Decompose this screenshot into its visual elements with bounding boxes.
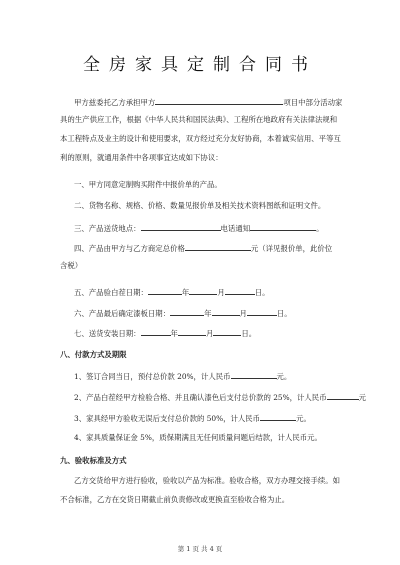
amount-blank: [231, 370, 277, 379]
clause-text: 四、产品由甲方与乙方商定总价格: [74, 244, 185, 253]
payment-text: 元。: [296, 414, 311, 423]
project-name-blank: [155, 96, 283, 105]
section-9-heading: 九、验收标准及方式: [60, 456, 127, 465]
year-label: 年: [204, 309, 212, 318]
month-label: 月: [239, 309, 247, 318]
page-number: 第 1 页 共 4 页: [177, 545, 223, 553]
day-label: 日。: [254, 288, 270, 297]
clause-5: [74, 286, 374, 298]
amount-blank: [327, 391, 359, 400]
clause-text: 。: [316, 224, 324, 233]
clause-4: [74, 242, 374, 254]
payment-4: 4、家具质量保证金 5%，质保期满且无任何质量问题后结款，计人民币元。: [74, 433, 322, 442]
clause-text: 五、产品验白茬日期：: [74, 288, 148, 297]
clause-text: 电话通知: [220, 224, 251, 233]
day-blank: [213, 327, 241, 336]
payment-text: 1、签订合同当日，预付总价款 20%，计人民币: [74, 372, 231, 381]
clause-7: [74, 327, 374, 339]
day-label: 日。: [276, 309, 292, 318]
month-blank: [189, 286, 217, 295]
month-label: 月: [217, 288, 225, 297]
month-blank: [178, 327, 206, 336]
year-label: 年: [181, 288, 190, 297]
clause-2: 二、货物名称、规格、价格、数量见报价单及相关技术资料图纸和证明文件。: [74, 201, 326, 210]
delivery-address-blank: [141, 222, 221, 231]
document-title: 全房家具定制合同书: [83, 55, 317, 75]
day-label: 日。: [241, 329, 257, 338]
acceptance-line-1: 乙方交货给甲方进行验收，验收以产品为标准。验收合格，双方办理交接手续。如: [74, 476, 341, 485]
intro-line-1: [74, 96, 374, 108]
clause-text: 三、产品送货地点：: [74, 224, 141, 233]
clause-text: 元（详见报价单，此价位: [250, 244, 333, 253]
clause-3: [74, 222, 374, 234]
intro-line-4: 利的原则，就通用条件中各项事宜达成如下协议：: [60, 153, 223, 162]
payment-3: [74, 412, 374, 424]
year-label: 年: [170, 329, 178, 338]
intro-text: 项目中部分活动家: [283, 98, 343, 107]
phone-blank: [250, 222, 316, 231]
payment-2: [74, 391, 374, 403]
month-blank: [212, 307, 240, 316]
month-label: 月: [205, 329, 214, 338]
year-blank: [170, 307, 204, 316]
payment-text: 元: [358, 393, 366, 402]
day-blank: [247, 307, 277, 316]
payment-text: 3、家具经甲方验收无误后支付总价款的 50%，计人民币: [74, 414, 261, 423]
clause-text: 七、送货安装日期：: [74, 329, 141, 338]
payment-1: [74, 370, 374, 382]
total-price-blank: [185, 242, 251, 251]
day-blank: [225, 286, 255, 295]
intro-line-3: 本工程特点及业主的设计和使用要求，双方经过充分友好协商，本着诚实信用、平等互: [60, 134, 341, 143]
year-blank: [141, 327, 171, 336]
payment-text: 元。: [276, 372, 292, 381]
amount-blank: [260, 412, 296, 421]
clause-4-cont: 含税）: [60, 261, 83, 270]
acceptance-line-2: 不合标准，乙方在交货日期截止前负责修改或更换直至验收合格为止。: [60, 495, 290, 504]
clause-6: [74, 307, 374, 319]
payment-text: 2、产品白茬经甲方检验合格、并且确认漆色后支付总价款的 25%，计人民币: [74, 393, 327, 402]
clause-1: 一、甲方同意定制购买附件中报价单的产品。: [74, 180, 222, 189]
section-8-heading: 八、付款方式及期限: [60, 350, 127, 359]
intro-line-2: 具的生产供应工作，根据《中华人民共和国民法典》、工程所在地政府有关法律法规和: [60, 115, 338, 124]
intro-text: 甲方兹委托乙方承担甲方: [74, 98, 156, 107]
clause-text: 六、产品最后确定漆板日期：: [74, 309, 171, 318]
year-blank: [148, 286, 182, 295]
